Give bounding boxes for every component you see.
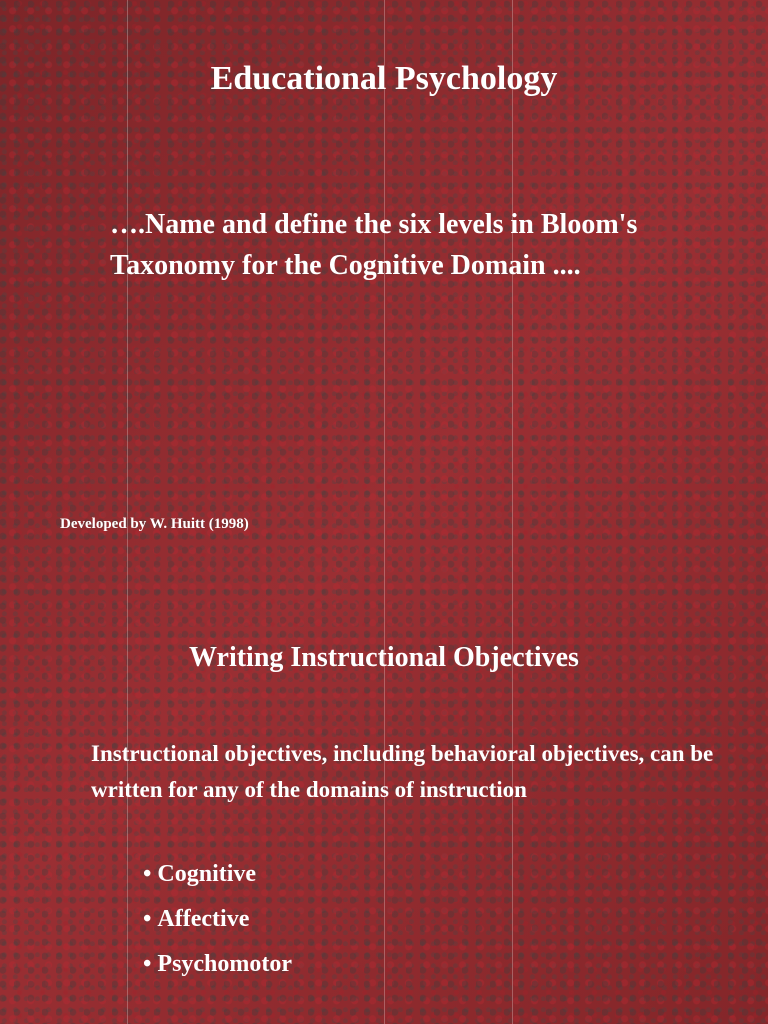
list-item-label: Psychomotor (157, 951, 293, 977)
slide-2 (0, 580, 768, 1024)
bullet-icon: • (143, 906, 152, 932)
list-item (143, 856, 292, 901)
slide-2-body: Instructional objectives, including behavioral objectives, can be written for any of the domains of instruction (91, 741, 714, 802)
bullet-icon: • (143, 951, 152, 977)
slide-1-title: Educational Psychology (210, 60, 558, 97)
domain-list (143, 856, 292, 991)
slide-1-credit: Developed by W. Huitt (1998) (60, 516, 249, 532)
list-item (143, 946, 292, 991)
list-item-label: Affective (157, 906, 250, 932)
slide-1-prompt: ….Name and define the six levels in Bloom's Taxonomy for the Cognitive Domain .... (110, 209, 638, 281)
slide-2-title: Writing Instructional Objectives (189, 642, 579, 673)
bullet-icon: • (143, 861, 152, 887)
list-item-label: Cognitive (157, 861, 257, 887)
list-item (143, 901, 292, 946)
